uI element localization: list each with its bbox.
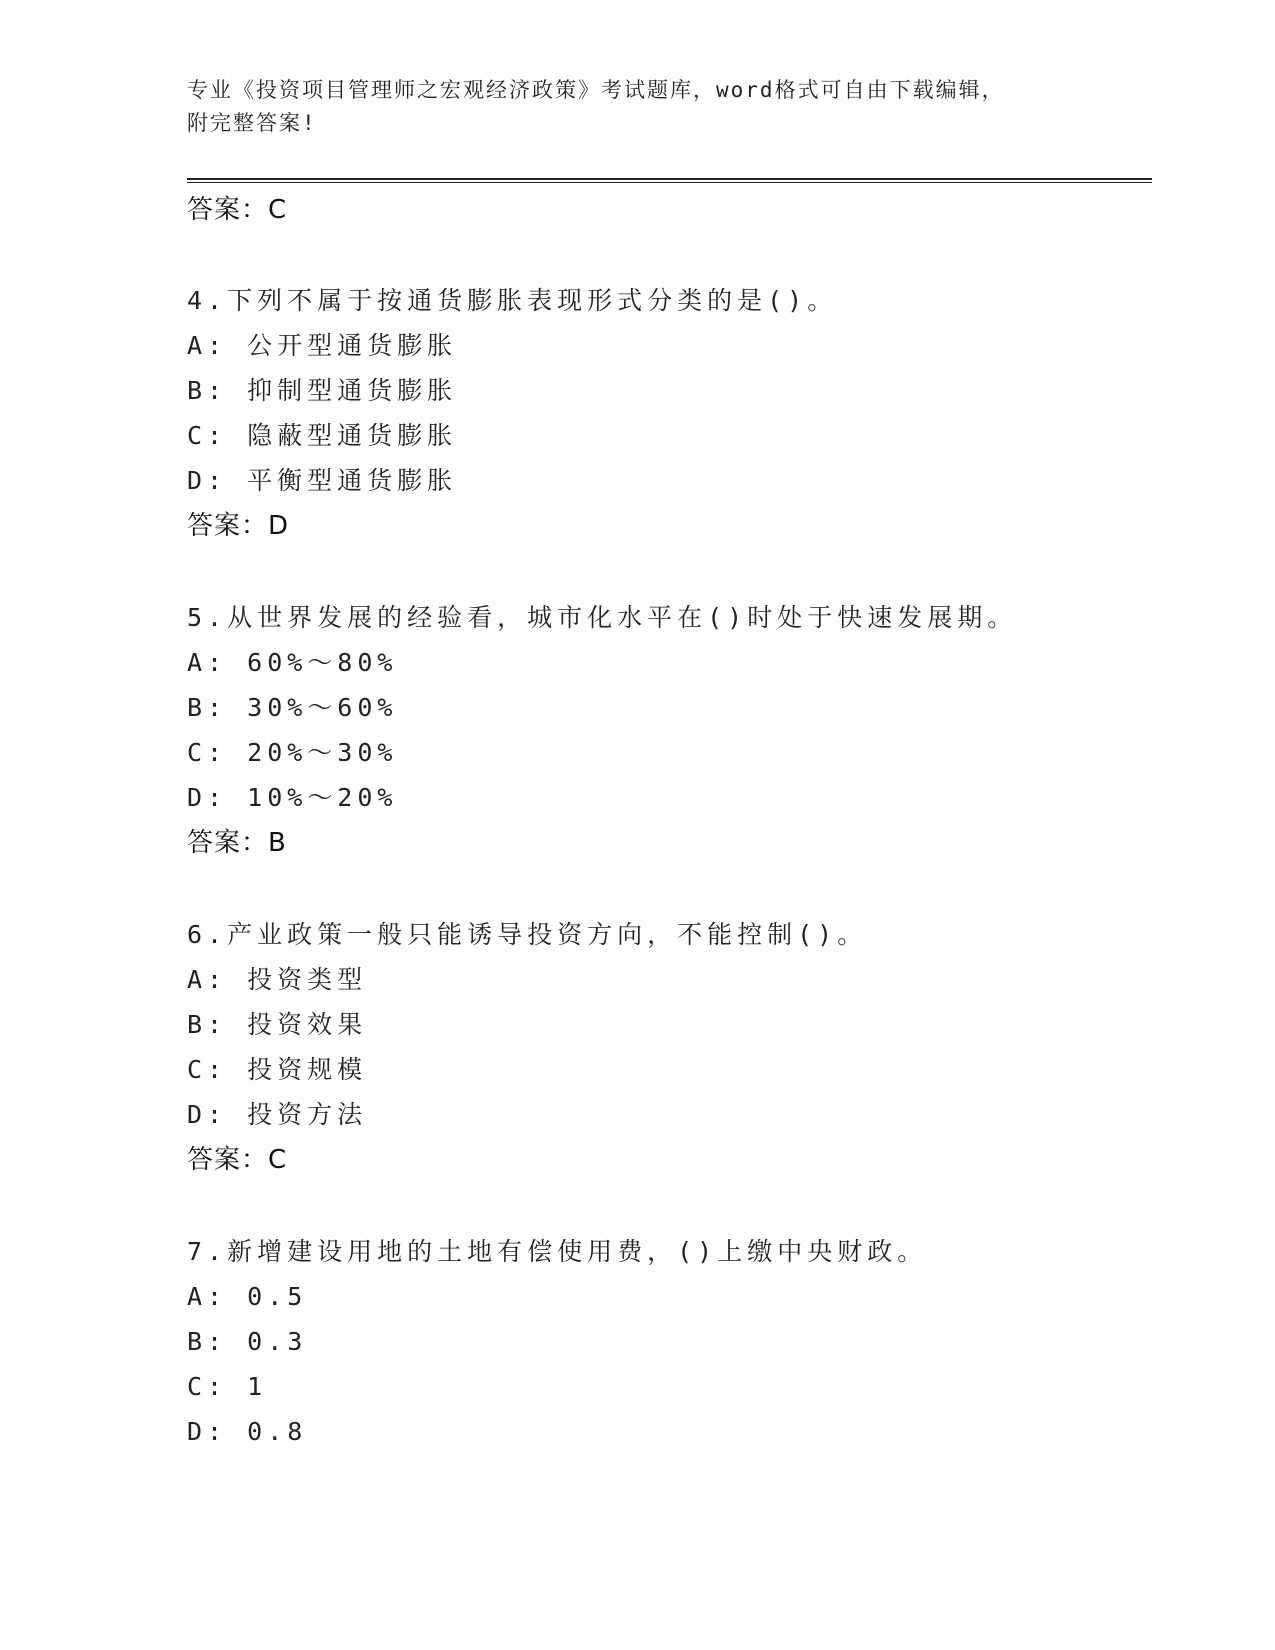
question-stem: 4.下列不属于按通货膨胀表现形式分类的是()。 (187, 286, 838, 315)
header-divider (187, 178, 1152, 183)
option-c: C: 1 (187, 1372, 268, 1401)
question-6 (187, 917, 1147, 1178)
option-d: D: 平衡型通货膨胀 (187, 466, 458, 495)
question-answer: 答案：B (187, 828, 287, 858)
question-5 (187, 600, 1147, 861)
option-d: D: 0.8 (187, 1417, 308, 1446)
question-stem: 6.产业政策一般只能诱导投资方向，不能控制()。 (187, 920, 868, 949)
option-a: A: 0.5 (187, 1282, 308, 1311)
option-a: A: 投资类型 (187, 965, 368, 994)
option-b: B: 投资效果 (187, 1010, 368, 1039)
question-4 (187, 283, 1147, 544)
option-b: B: 抑制型通货膨胀 (187, 376, 458, 405)
previous-answer: 答案：C (187, 195, 288, 225)
header-line-2: 附完整答案! (187, 111, 317, 135)
option-b: B: 0.3 (187, 1327, 308, 1356)
question-stem: 5.从世界发展的经验看，城市化水平在()时处于快速发展期。 (187, 603, 1018, 632)
document-page (187, 0, 1147, 1650)
option-b: B: 30%～60% (187, 693, 398, 722)
option-a: A: 公开型通货膨胀 (187, 331, 458, 360)
option-a: A: 60%～80% (187, 648, 398, 677)
question-7 (187, 1234, 1147, 1450)
option-c: C: 隐蔽型通货膨胀 (187, 421, 458, 450)
header-line-1: 专业《投资项目管理师之宏观经济政策》考试题库，word格式可自由下载编辑， (187, 78, 1005, 102)
document-header (187, 74, 1087, 140)
question-answer: 答案：D (187, 511, 290, 541)
option-c: C: 20%～30% (187, 738, 398, 767)
question-list (187, 283, 1147, 1506)
question-stem: 7.新增建设用地的土地有偿使用费，()上缴中央财政。 (187, 1237, 928, 1266)
question-answer: 答案：C (187, 1145, 288, 1175)
option-d: D: 10%～20% (187, 783, 398, 812)
option-d: D: 投资方法 (187, 1100, 368, 1129)
option-c: C: 投资规模 (187, 1055, 368, 1084)
